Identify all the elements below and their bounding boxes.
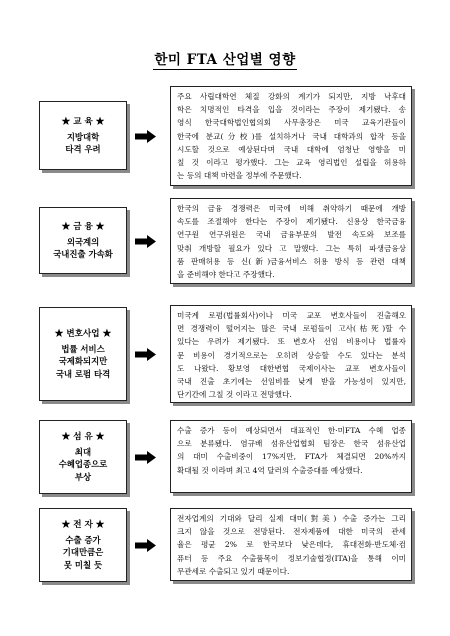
description-line: 크지 않을 것으로 전망된다. 전자제품에 대한 미국의 관세 <box>177 527 406 537</box>
description-line: 수출 증가 등이 예상되면서 대표적인 한·미FTA 수혜 업종 <box>177 426 406 435</box>
description-line: 국내 진출 초기에는 선임비를 낮게 받을 가능성이 있지만, <box>177 377 406 387</box>
description-line: 칠 것 이라고 평가했다. 그는 교육 영리법인 설립을 허용하 <box>177 158 406 168</box>
sector-summary-line: 국제화되지만 <box>58 356 108 367</box>
sector-summary-line: 지방대학 <box>66 131 100 142</box>
description-line: 맞춰 개방할 필요가 있다 고 말했다. 그는 특히 파생금융상 <box>177 243 406 253</box>
description-line: 확대될 것 이라며 최고 4억 달러의 수출증대를 예상했다. <box>177 465 363 475</box>
sector-summary-line: 국내진출 가속화 <box>53 249 113 259</box>
description-line: 전자업계의 기대와 달리 실제 대미(對美) 수출 증가는 그리 <box>177 514 406 523</box>
description-line: 품 판매허용 등 신(新)금융서비스 허용 방식 등 관련 대책 <box>177 256 406 266</box>
sector-summary-line: 기대만큼은 <box>62 547 104 558</box>
right-arrow-icon <box>135 539 156 552</box>
description-line: 무관세로 수출되고 있기 때문이다. <box>177 566 290 576</box>
sector-name: ★ 교 육 ★ <box>61 116 105 127</box>
description-line: 으로 분류됐다. 염규배 섬유산업협회 팀장은 한국 섬유산업 <box>177 439 406 449</box>
sector-label-box <box>39 508 127 582</box>
sector-summary-line: 못 미칠 듯 <box>63 559 103 570</box>
description-line: 단기간에 그칠 것 이라고 전망했다. <box>177 390 292 400</box>
sector-label-box <box>39 420 127 494</box>
sector-name: ★ 금 융 ★ <box>61 221 105 232</box>
sector-summary-line: 국내 로펌 타격 <box>55 368 111 379</box>
sector-name: ★ 섬 유 ★ <box>61 431 105 442</box>
sector-name: ★ 전 자 ★ <box>61 519 105 530</box>
sector-summary-line: 부상 <box>74 471 92 482</box>
right-arrow-icon <box>135 235 156 248</box>
right-arrow-icon <box>135 451 156 464</box>
sector-summary-line: 수혜업종으로 <box>58 459 108 470</box>
sector-description-box <box>170 508 412 581</box>
sector-description-box <box>170 86 412 186</box>
sector-summary-line: 법률 서비스 <box>61 343 105 354</box>
right-arrow-icon <box>135 348 156 361</box>
sector-name: ★ 변호사업 ★ <box>54 328 112 339</box>
description-line: 는 등의 대책 마련을 정부에 주문했다. <box>177 171 302 181</box>
sector-description-box <box>170 305 412 403</box>
description-line: 의 대미 수출비중이 17%지만, FTA가 체결되면 20%까지 <box>177 452 406 462</box>
description-line: 퓨터 등 주요 수출품목이 정보기술협정(ITA)을 통해 이미 <box>177 553 406 563</box>
page-title-text: 한미 FTA 산업별 영향 <box>153 48 296 70</box>
description-line: 시도할 것으로 예상된다며 국내 대학에 엄청난 영향을 미 <box>177 144 406 154</box>
sector-label-box <box>39 307 127 401</box>
description-line: 속도를 조절해야 한다는 주장이 제기됐다. 신용상 한국금융 <box>177 217 406 227</box>
description-line: 도 나왔다. 황보영 대한변협 국제이사는 교포 변호사들이 <box>177 363 406 373</box>
description-line: 연구원 연구위원은 국내 금융부문의 발전 속도와 보조를 <box>177 230 406 240</box>
description-line: 주요 사립대학연 체질 강화의 계기가 되지만, 지방 낙후대 <box>177 92 406 101</box>
sector-label-box <box>39 207 127 274</box>
sector-summary-line: 외국계의 <box>66 236 100 247</box>
sector-summary-line: 최대 <box>74 446 92 457</box>
page-title <box>0 48 450 70</box>
description-line: 미국계 로펌(법률회사)이나 미국 교포 변호사들이 진출해오 <box>177 311 406 320</box>
sector-description-box <box>170 198 412 284</box>
description-line: 있다는 우려가 제기됐다. 또 변호사 선임 비용이나 법률자 <box>177 337 406 347</box>
description-line: 한국에 분교(分校)를 설치하거나 국내 대학과의 합작 등을 <box>177 131 406 141</box>
sector-summary-line: 타격 우려 <box>65 144 101 154</box>
sector-summary-line: 수출 증가 <box>65 534 101 545</box>
description-line: 율은 평균 2% 로 한국보다 낮은데다, 휴대전화·반도체·컴 <box>177 540 406 550</box>
description-line: 을 준비해야 한다고 주장했다. <box>177 270 275 280</box>
description-line: 한국의 금융 경쟁력은 미국에 비해 취약하기 때문에 개방 <box>177 204 406 213</box>
right-arrow-icon <box>135 130 156 143</box>
description-line: 영식 한국대학법인협의회 사무총장은 미국 교육기관들이 <box>177 118 406 128</box>
description-line: 면 경쟁력이 떨어지는 많은 국내 로펌들이 고사(枯死)할 수 <box>177 324 406 334</box>
description-line: 학은 치명적인 타격을 입을 것이라는 주장이 제기됐다. 송 <box>177 105 406 115</box>
sector-description-box <box>170 420 412 493</box>
description-line: 문 비용이 경기적으로는 오히려 상승할 수도 있다는 분석 <box>177 350 406 360</box>
sector-label-box <box>39 101 127 170</box>
